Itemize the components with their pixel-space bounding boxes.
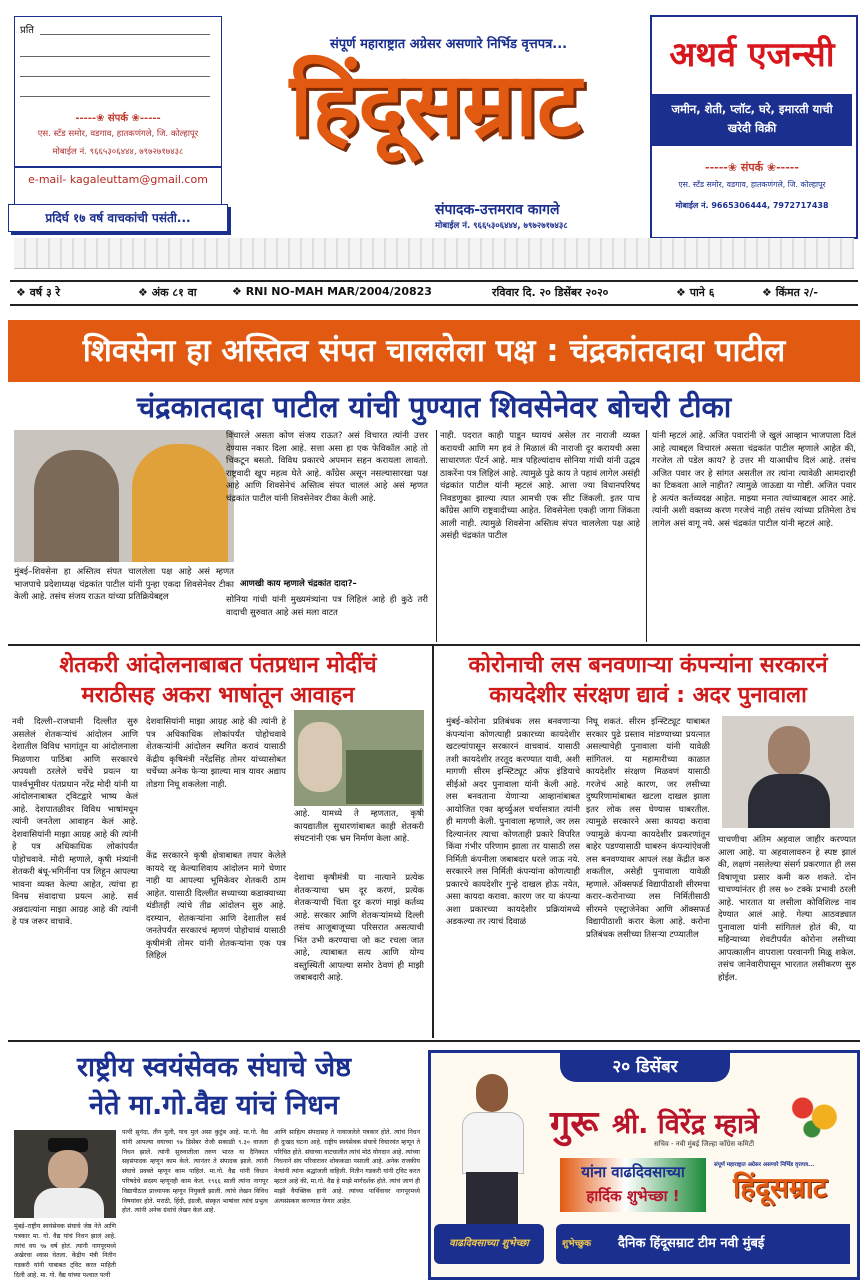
email-link[interactable]: e-mail- kagaleuttam@gmail.com [28, 173, 208, 186]
birthday-ad-paper-title: हिंदूसम्राट [732, 1171, 828, 1204]
rss-col-1: पत्नी सुनंदा, तीन मुली, पाच मुलं असा कुटुंब आहे. मा.गो. वैद्य यांनी आपल्या वयाच्या ९७ डिसेंबर रोजी सकाळी ९.३० वाजता निधन झाले. त्यांनी सुरुवातीला तरुण भारत या दैनिकात सहसंपादक म्हणून काम केले. त्यानंतर ते संपादक झाले. त्यांनी संघाचे प्रवक्ते म्हणून काम पाहिलं. मा.गो. वैद्य यांनी विधान परिषदेचे सदस्य म्हणूनही काम केलं. १९६६ साली त्यांना नागपूर विद्यापीठात प्राध्यापक म्हणून नियुक्ती झाली. त्यांचे लेखन विविध विषयांवर होते. मराठी, हिंदी, इंग्रजी, संस्कृत भाषांवर त्यांचं प्रभुत्व होतं. त्यांनी अनेक ग्रंथांचे लेखन केलं आहे. [122, 1129, 268, 1215]
address-line-4 [20, 96, 210, 97]
lead-col-2-heading: आणखी काय म्हणाले चंद्रकांत दादा?– [240, 579, 357, 589]
rss-headline-2: नेते मा.गो.वैद्य यांचं निधन [89, 1090, 339, 1121]
rss-photo-body [34, 1188, 104, 1218]
lead-rule-1 [436, 430, 437, 642]
birthday-ad-date-tab [560, 1052, 730, 1082]
masthead-title: हिंदूसम्राट [289, 53, 581, 156]
editor-name: संपादक-उत्तमराव कागले [435, 202, 560, 218]
masthead-slogan: संपूर्ण महाराष्ट्रात अग्रेसर असणारे निर्भिड वृत्तपत्र... [330, 37, 568, 52]
agency-title: अथर्व एजन्सी [669, 35, 835, 75]
farmers-col-2b: केंद्र सरकारने कृषी क्षेत्राबाबत तयार केलेले कायदे रद्द केल्याशिवाय आंदोलन मागे घेणार नाही या आपल्या भूमिकेवर शेतकरी ठाम आहेत. यासाठी दिल्लीत सध्याच्या कडाक्याच्या थंडीतही त्यांचे तीव्र आंदोलन सुरु आहे. दरम्यान, शेतकऱ्यांना आणि देशातील सर्व जनतेपर्यंत सरकारचं म्हणणं पोहोचावं यासाठी कृषीमंत्री तोमर यांनी शेतकऱ्यांना एक पत्र लिहिलं [146, 851, 286, 961]
contact-mobile: मोबाईल नं. ९६६५३०६४४४, ७९७२७१७४३८ [52, 147, 184, 157]
address-line-2 [20, 56, 210, 57]
farmers-headline-1: शेतकरी आंदोलनाबाबत पंतप्रधान मोदींचं [59, 653, 377, 678]
birthday-ad-stamp [434, 1224, 544, 1264]
birthday-ad-wisher-label: शुभेच्छुक [562, 1239, 591, 1249]
farmers-headline-2: मराठीसह अकरा भाषांतून आवाहन [81, 683, 355, 708]
info-pages: ❖ पाने ६ [676, 286, 715, 299]
rss-photo-face [48, 1150, 88, 1190]
lead-photo-person-2 [132, 444, 228, 562]
corona-col-1: मुंबई–कोरोना प्रतिबंधक लस बनवणाऱ्या कंपन्यांना कोणत्याही प्रकारच्या कायदेशीर खटल्यांपासून सरकारनं वाचवावं. यासाठी तशी कायदेशीर तरतूद करण्यात यावी, अशी मागणी सीरम इन्स्टिट्यूट ऑफ इंडियाचे सीईओ अदर पुनावाला यांनी केली आहे. लस बनवताना येणाऱ्या आव्हानांबाबत आयोजित एका व्हर्च्युअल चर्चासत्रात त्यांनी ही मागणी केली. पुनावाला म्हणाले, जर लस दिल्यानंतर त्याचा कोणताही प्रकारे विपरित किंवा गंभीर परिणाम झाला तर यासाठी लस निर्मिती कंपनीला जबाबदार धरले जाऊ नये. सरकारने लस निर्मिती कंपन्यांना कोणत्याही प्रकारचे कायदेशीर गुन्हे दाखल होऊ नयेत, असा कायदा करावा. कारण जर या कंपन्या अशा प्रकारच्या कायदेशीर प्रक्रियांमध्ये अडकल्या तर त्याचं दिवाळं [446, 717, 580, 927]
farmers-col-1: नवी दिल्ली–राजधानी दिल्लीत सुरु असलेलं शेतकऱ्यांचं आंदोलन आणि देशातील विविध भागांतून या आंदोलनाला मिळणारा पाठिंबा आणि सरकारचे अपयशी ठरलेले चर्चेचे प्रयत्न या पार्श्वभूमीवर पंतप्रधान नरेंद्र मोदी यांनी या आंदोलनाबाबत ट्विटद्वारे भाष्य केलं आहे. देशपातळीवर विविध भाषांमधून त्यांनी जनतेला आवाहन केलं आहे. देशवासियांनी माझा आग्रह आहे की त्यांनी हे पत्र अधिकाधिक लोकांपर्यंत पोहोचवावे. मोदी म्हणाले, कृषी मंत्र्यांनी शेतकरी बंधू-भगिनींना पत्र लिहून आपल्या भावना व्यक्त केल्या आहेत, त्यांचा हा विनम्र संवादाचा प्रयत्न आहे. सर्व अन्नदात्यांना माझा आग्रह आहे की त्यांनी हे पत्र जरूर वाचावे. [12, 717, 138, 927]
rss-col-0: मुंबई–राष्ट्रीय स्वयंसेवक संघाचे जेष्ठ नेते आणि पत्रकार मा. गो. वैद्य यांचं निधन झालं आहे. त्यांचं वय ९७ वर्ष होतं. त्यांनी नागपूरमध्ये अखेरचा श्वास घेतला. केंद्रीय मंत्री नितीन गडकरी यांनी याबाबत ट्विट करत माहिती दिली आहे. मा. गो. वैद्य यांच्या पश्चात पत्नी [14, 1223, 116, 1279]
editor-mobile: मोबाईल नं. ९६६५३०६४४४, ७९७२७१७४३८ [435, 221, 568, 231]
lead-rule-2 [646, 430, 647, 642]
contact-divider [14, 166, 222, 168]
lead-bottom-rule [8, 644, 860, 646]
corona-col-2: निघू शकतं. सीरम इन्स्टिट्यूट याबाबत सरकार पुढे प्रस्ताव मांडण्याच्या प्रयत्नात असल्याचेही पुनावाला यांनी यावेळी सांगितलं. या महामारीच्या काळात कायदेशीर संरक्षण मिळवणं यासाठी गरजेचं आहे कारण, जर लसीच्या दुष्परिणामांबाबत खटला दाखल झाला इतर लोक लस घेण्यास घाबरतील. त्यामुळे सरकारने असा कायदा करावा ज्यामुळे कंपन्या कायदेशीर प्रकरणांतून बाहेर पडण्यासाठी घाबरुन कंपन्यांऐवजी लस बनवण्यावर आपलं लक्ष केंद्रीत करु शकतील, असेही पुनावाला यावेळी म्हणाले. ऑक्सफर्ड विद्यापीठाशी सीरमचा करार–करोनाच्या लस निर्मितीसाठी सीरमने एस्ट्राजेनेका आणि ऑक्सफर्ड विद्यापीठाशी करार केला आहे. करोना प्रतिबंधक लसीच्या तिसऱ्या टप्प्यातील [586, 717, 710, 940]
lead-banner-text: शिवसेना हा अस्तित्व संपत चाललेला पक्ष : चंद्रकांतदादा पाटील [82, 333, 786, 369]
lead-subhead: चंद्रकातदादा पाटील यांची पुण्यात शिवसेनेवर बोचरी टीका [136, 390, 732, 424]
address-line-1 [40, 34, 210, 35]
birthday-ad-wish-2: हार्दिक शुभेच्छा ! [586, 1187, 680, 1205]
agency-text: जमीन, शेती, प्लॉट, घरे, इमारती याची खरेदी विक्री [671, 102, 833, 135]
rss-headline-1: राष्ट्रीय स्वयंसेवक संघाचे जेष्ठ [76, 1052, 352, 1083]
farmers-photo-crowd [346, 750, 422, 804]
birthday-ad-paper-slogan: संपूर्ण महाराष्ट्रात अग्रेसर असणारे निर्भिड वृत्तपत्र... [714, 1162, 815, 1168]
lead-col-2a: विचारले असता कोण संजय राऊत? असं विचारत त्यांनी उत्तर देण्यास नकार दिला आहे. सत्ता असा हा एक फेविकॉल आहे तो चिकटून बसतो. विविध प्रकारचे अपमान सहन करायला लावतो. राष्ट्रवादी खूप महत्व घेते आहे. काँग्रेस असून नसल्यासारखा पक्ष आहे आणि शिवसेनेचं अस्तित्व संपत चाललं आहे असं म्हणत चंद्रकांत पाटील यांनी शिवसेनेवर टीका केली आहे. [226, 431, 428, 504]
birthday-ad-designation: सचिव - नवी मुंबई जिल्हा कॉंग्रेस कमिटी [653, 1140, 755, 1148]
lead-col-1: मुंबई–शिवसेना हा अस्तित्व संपत चाललेला पक्ष आहे असं म्हणत भाजपाचे प्रदेशाध्यक्ष चंद्रकांत पाटील यांनी पुन्हा एकदा शिवसेनेवर टीका केली आहे. तसंच संजय राऊत यांच्या प्रतिक्रियेबद्दल [14, 567, 234, 602]
info-date: रविवार दि. २० डिसेंबर २०२० [492, 286, 609, 299]
lead-banner [8, 320, 860, 382]
contact-address: एस. स्टँड समोर, वडगाव, हातकणंगले, जि. कोल्हापूर [37, 129, 199, 139]
corona-headline-2: कायदेशीर संरक्षण द्यावं : अदर पुनावाला [489, 683, 807, 708]
info-rni: ❖ RNI NO-MAH MAR/2004/20823 [232, 285, 432, 298]
farmers-col-3b: देशाचा कृषीमंत्री या नात्याने प्रत्येक शेतकऱ्याचा भ्रम दूर करणं, प्रत्येक शेतकऱ्याची चिंता दूर करणं माझं कर्तव्य आहे. सरकार आणि शेतकऱ्यांमध्ये दिल्ली तसंच आजूबाजूच्या परिसरात असत्याची भिंत उभी करण्याचा जो कट रचला जात आहे, त्याबाबत सत्य आणि योग्य वस्तुस्थिती आपल्या समोर ठेवणं ही माझी जबाबदारी आहे. [294, 873, 424, 983]
readers-tagline-text: प्रदिर्घ १७ वर्ष वाचकांची पसंती... [45, 211, 191, 225]
lead-col-3: नाही. पदरात काही पाडून घ्यायचं असेल तर नाराजी व्यक्त करायची आणि मग हवं ते मिळालं की नाराजी दूर करायची असा साधारणतः पॅटर्न आहे. मात्र पहिल्यांदाच सोनिया गांधी यांनी उद्धव ठाकरेंना पत्र लिहिलं आहे. त्यामुळे पुढे काय ते पहावं लागेल असंही चंद्रकांत पाटील यांनी म्हटलं आहे. आत्ता ज्या विधानपरिषद निवडणुका झाल्या त्यात आमची एक सीट जिंकली. इतर पाच काँग्रेस आणि राष्ट्रवादीच्या आहेत. शिवसेनेला एकही जागा जिंकता आली नाही. त्यामुळे शिवसेना अस्तित्व संपत चाललेला पक्ष आहे असंही चंद्रकांत पाटील [440, 431, 640, 541]
birthday-ad-name: श्री. विरेंद्र म्हात्रे [612, 1109, 759, 1140]
rss-col-2: आणि साहित्य संपदासह ते नावाजलेले पत्रकार होते. त्यांचं निधन ही दुःखद घटना आहे. राष्ट्रीय स्वयंसेवक संघाचे विचारवंत म्हणून ते परिचित होते. संघाच्या वाटचालीत त्यांचं मोठं योगदान आहे. त्यांच्या निधनाने संघ परिवारावर शोककळा पसरली आहे. अनेक राजकीय नेत्यांनी त्यांना श्रद्धांजली वाहिली. नितीन गडकरी यांनी ट्विट करत म्हटलं आहे की, मा.गो. वैद्य हे माझे मार्गदर्शक होते. त्यांचं जाणं ही माझी वैयक्तिक हानी आहे. त्यांच्या पार्थिवावर नागपूरमध्ये अंत्यसंस्कार करण्यात येणार आहेत. [274, 1129, 420, 1205]
corona-photo-head [768, 726, 810, 776]
section-vertical-rule [432, 646, 434, 1038]
birthday-ad-wish-1: यांना वाढदिवसाच्या [581, 1163, 685, 1181]
agency-contact-mobile: मोबाईल नं. 9665306444, 7972717438 [675, 201, 829, 210]
prati-label: प्रति [20, 25, 34, 36]
birthday-ad-date: २० डिसेंबर [612, 1057, 678, 1077]
info-year: ❖ वर्ष ३ रे [16, 286, 61, 299]
farmers-col-2a: देशवासियांनी माझा आग्रह आहे की त्यांनी हे पत्र अधिकाधिक लोकांपर्यंत पोहोचवावे शेतकऱ्यांनी आंदोलन स्थगित करावं यासाठी केंद्रीय कृषिमंत्री नरेंद्रसिंह तोमर यांच्यासोबत चर्चेच्या अनेक फेऱ्या झाल्या मात्र यावर अद्याप तोडगा निघू शकलेला नाही. [146, 717, 286, 790]
skyline-band [14, 238, 854, 269]
birthday-ad-stamp-text: वाढदिवसाच्या शुभेच्छा [449, 1238, 529, 1249]
agency-contact-address: एस. स्टँड समोर, वडगाव, हातकणंगले, जि. कोल्हापूर [678, 180, 826, 189]
address-line-3 [20, 76, 210, 77]
rss-photo [14, 1130, 116, 1218]
farmers-col-3a: आहे. यामध्ये ते म्हणतात, कृषी कायद्यातील सुधारणांबाबत काही शेतकरी संघटनांनी एक भ्रम निर्माण केला आहे. [294, 809, 424, 844]
lead-photo [14, 430, 234, 562]
lead-col-2b: सोनिया गांधी यांनी मुख्यमंत्र्यांना पत्र लिहिलं आहे ही कुठे तरी वादाची सुरुवात आहे असं मला वाटत [226, 595, 428, 618]
info-price: ❖ किंमत २/- [762, 286, 818, 299]
farmers-photo [294, 710, 424, 806]
birthday-ad-photo [442, 1070, 542, 1240]
lead-col-4: यांनी म्हटलं आहे. अजित पवारांनी जे खुलं आव्हान भाजपाला दिलं आहे त्याबद्दल विचारलं असता चंद्रकांत पाटील म्हणाले आहेत की, गरजेल तो पडेल काय? हे उत्तर मी याआधीच दिलं आहे. तसंच अजित पवार जर हे सांगत असतील तर त्यांना त्यावेळी आमदारही का टिकवता आले नाहीत? त्यामुळे जाऊद्या या गोष्टी. अजित पवार हे अत्यंत कर्तव्यदक्ष आहेत. माझ्या मनात त्यांच्याबद्दल आदर आहे. त्यांनी अशी वक्तव्य करण गरजेचं नाही तसंच त्यांच्या प्रतिमेला ठेच लागेल असं वागू नये. असं चंद्रकांत पाटील यांनी म्हटलं आहे. [652, 431, 856, 529]
birthday-ad-photo-shirt [462, 1112, 524, 1174]
birthday-ad-flowers [784, 1084, 846, 1144]
info-issue: ❖ अंक ८१ वा [138, 286, 197, 299]
farmers-photo-face [298, 722, 342, 792]
corona-col-3: चाचणीचा अंतिम अहवाल जाहीर करण्यात आला आहे. या अहवालावरुन हे स्पष्ट झालं की, लक्षणं नसलेल्या संसर्ग प्रकरणात ही लस विषाणूचा प्रसार कमी करु शकते. दोन चाचण्यांनंतर ही लस ७० टक्के प्रभावी ठरली आहे. भारतात या लसीला कोविशिल्ड नाव देण्यात आलं आहे. गेल्या आठवड्यात पुनावाला यांनी सांगितलं होतं की, या महिन्याच्या शेवटीपर्यंत कोरोना लसीच्या आपत्कालीन वापराला परवानगी मिळू शकेल. तसंच जानेवारीपासून भारतात लसीकरण सुरु होईल. [718, 835, 856, 983]
contact-heading: -----❀ संपर्क ❀----- [75, 113, 161, 124]
birthday-ad-wisher: दैनिक हिंदूसम्राट टीम नवी मुंबई [618, 1236, 765, 1251]
middle-bottom-rule [8, 1040, 860, 1042]
agency-contact-heading: -----❀ संपर्क ❀----- [705, 161, 799, 174]
readers-tagline [8, 204, 228, 232]
birthday-ad-photo-head [476, 1074, 508, 1112]
corona-headline-1: कोरोनाची लस बनवणाऱ्या कंपन्यांना सरकारनं [468, 653, 828, 678]
corona-photo [722, 716, 854, 828]
corona-photo-suit [748, 774, 830, 828]
birthday-ad-guru: गुरू [550, 1103, 599, 1145]
lead-photo-person-1 [34, 450, 119, 562]
